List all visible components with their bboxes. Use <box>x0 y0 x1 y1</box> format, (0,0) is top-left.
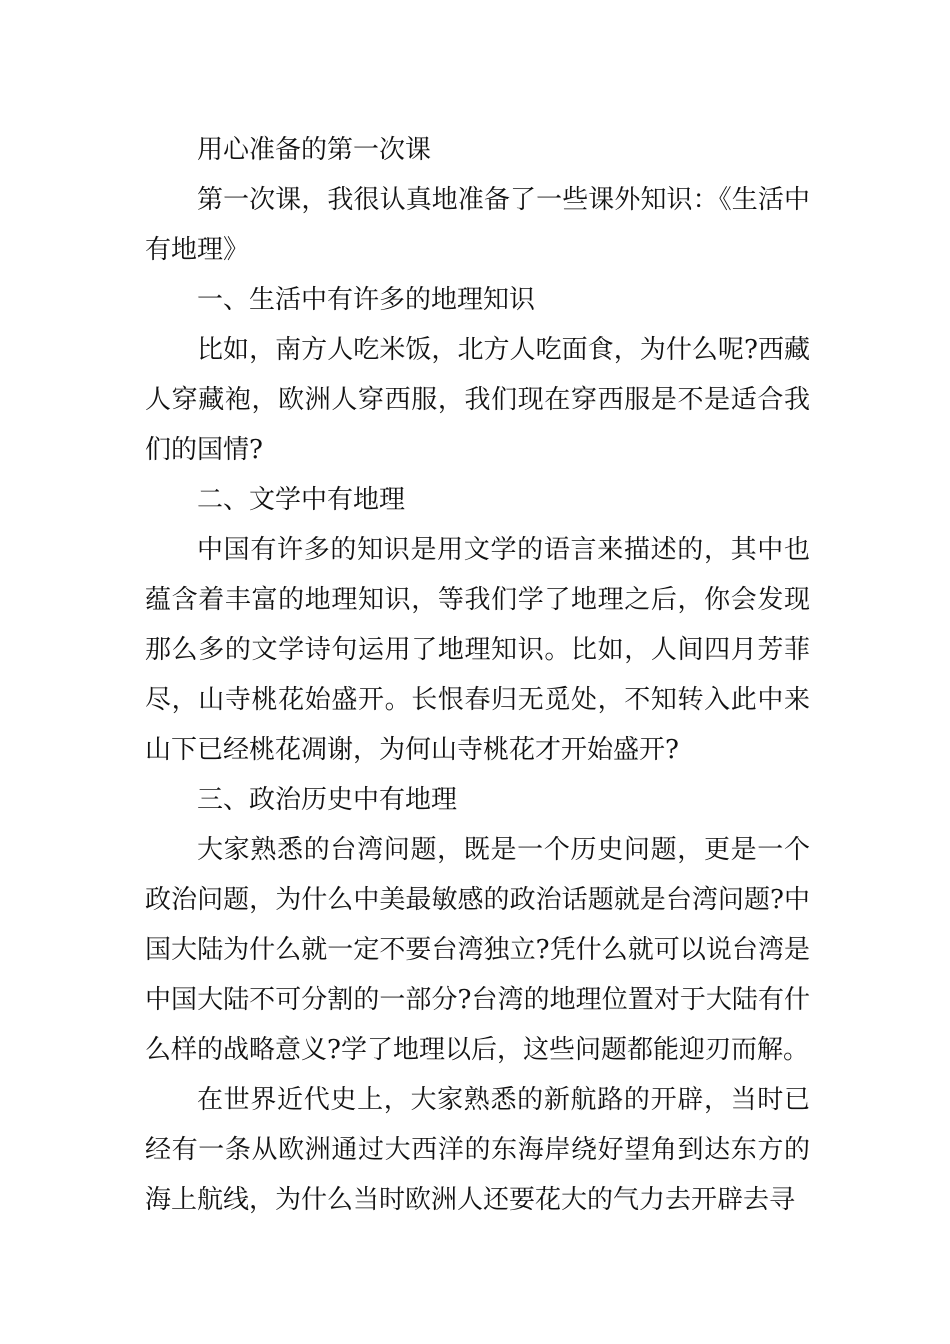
intro-paragraph: 第一次课，我很认真地准备了一些课外知识：《生活中有地理》 <box>145 185 810 265</box>
section-2-heading: 二、文学中有地理 <box>197 485 406 515</box>
document-body <box>145 125 810 1225</box>
section-2-paragraph: 中国有许多的知识是用文学的语言来描述的，其中也蕴含着丰富的地理知识，等我们学了地理之后，你会发现那么多的文学诗句运用了地理知识。比如，人间四月芳菲尽，山寺桃花始盛开。长恨春归无觅处，不知转入此中来山下已经桃花凋谢，为何山寺桃花才开始盛开? <box>145 535 810 765</box>
section-3-paragraph-2: 在世界近代史上，大家熟悉的新航路的开辟，当时已经有一条从欧洲通过大西洋的东海岸绕好望角到达东方的海上航线，为什么当时欧洲人还要花大的气力去开辟去寻 <box>145 1085 810 1215</box>
section-1-paragraph: 比如，南方人吃米饭，北方人吃面食，为什么呢?西藏人穿藏袍，欧洲人穿西服，我们现在穿西服是不是适合我们的国情? <box>145 335 810 465</box>
section-3-heading: 三、政治历史中有地理 <box>197 785 458 815</box>
section-3-paragraph-1: 大家熟悉的台湾问题，既是一个历史问题，更是一个政治问题，为什么中美最敏感的政治话题就是台湾问题?中国大陆为什么就一定不要台湾独立?凭什么就可以说台湾是中国大陆不可分割的一部分?台湾的地理位置对于大陆有什么样的战略意义?学了地理以后，这些问题都能迎刃而解。 <box>145 835 810 1065</box>
document-title: 用心准备的第一次课 <box>197 135 432 165</box>
section-1-heading: 一、生活中有许多的地理知识 <box>197 285 536 315</box>
